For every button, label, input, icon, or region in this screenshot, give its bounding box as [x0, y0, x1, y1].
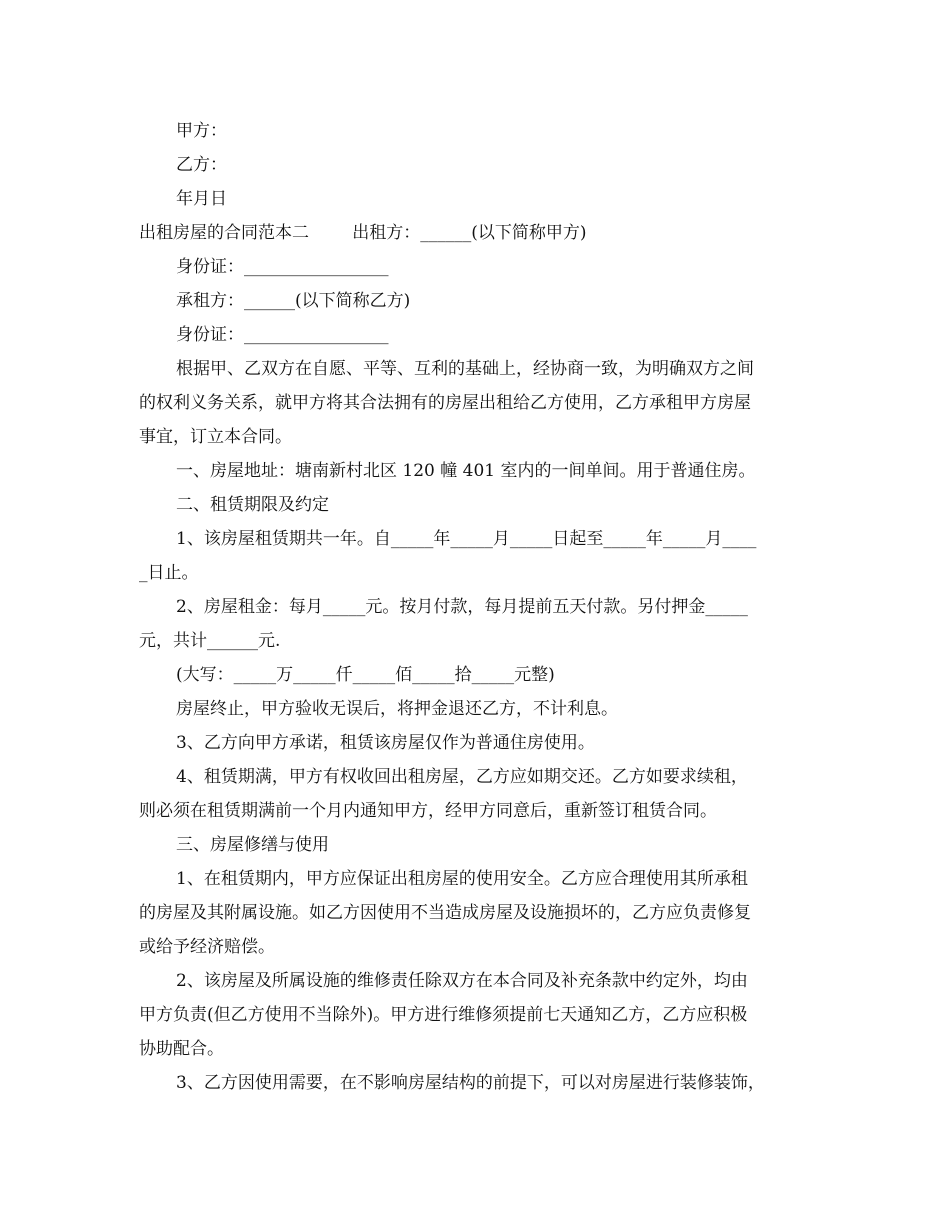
- text-line: 甲方负责(但乙方使用不当除外)。甲方进行维修须提前七天通知乙方，乙方应积极: [139, 1005, 748, 1025]
- text-line: 年月日: [176, 189, 227, 209]
- text-line: 承租方：______(以下简称乙方): [176, 291, 411, 311]
- text-line: 4、租赁期满，甲方有权收回出租房屋，乙方应如期交还。乙方如要求续租，: [176, 767, 748, 787]
- text-line: 2、房屋租金：每月_____元。按月付款，每月提前五天付款。另付押金_____: [176, 597, 748, 617]
- text-line: 二、租赁期限及约定: [176, 495, 329, 515]
- text-line: (大写：_____万_____仟_____佰_____拾_____元整): [176, 665, 555, 685]
- text-line: 根据甲、乙双方在自愿、平等、互利的基础上，经协商一致，为明确双方之间: [176, 359, 754, 379]
- text-line: 1、在租赁期内，甲方应保证出租房屋的使用安全。乙方应合理使用其所承租: [176, 869, 748, 889]
- text-line: 乙方：: [176, 155, 227, 175]
- text-line: 3、乙方向甲方承诺，租赁该房屋仅作为普通住房使用。: [176, 733, 595, 753]
- contract-body: [139, 114, 817, 1100]
- text-line: 身份证：_________________: [176, 257, 389, 277]
- text-line: 的权利义务关系，就甲方将其合法拥有的房屋出租给乙方使用，乙方承租甲方房屋: [139, 393, 751, 413]
- text-line: 三、房屋修缮与使用: [176, 835, 329, 855]
- text-line: 则必须在租赁期满前一个月内通知甲方，经甲方同意后，重新签订租赁合同。: [139, 801, 717, 821]
- text-line: 甲方：: [176, 121, 227, 141]
- text-line: 出租房屋的合同范本二 出租方：______(以下简称甲方): [139, 223, 587, 243]
- text-line: 或给予经济赔偿。: [139, 937, 275, 957]
- text-line: 房屋终止，甲方验收无误后，将押金退还乙方，不计利息。: [176, 699, 618, 719]
- text-line: 协助配合。: [139, 1039, 224, 1059]
- text-line: 3、乙方因使用需要，在不影响房屋结构的前提下，可以对房屋进行装修装饰，: [176, 1073, 765, 1093]
- text-line: 2、该房屋及所属设施的维修责任除双方在本合同及补充条款中约定外，均由: [176, 971, 748, 991]
- text-line: 1、该房屋租赁期共一年。自_____年_____月_____日起至_____年_____月____: [176, 529, 757, 549]
- text-line: 一、房屋地址：塘南新村北区 120 幢 401 室内的一间单间。用于普通住房。: [176, 461, 756, 481]
- text-line: _日止。: [139, 563, 199, 583]
- text-line: 事宜，订立本合同。: [139, 427, 292, 447]
- text-line: 的房屋及其附属设施。如乙方因使用不当造成房屋及设施损坏的，乙方应负责修复: [139, 903, 751, 923]
- text-line: 身份证：_________________: [176, 325, 389, 345]
- text-line: 元，共计______元.: [139, 631, 281, 651]
